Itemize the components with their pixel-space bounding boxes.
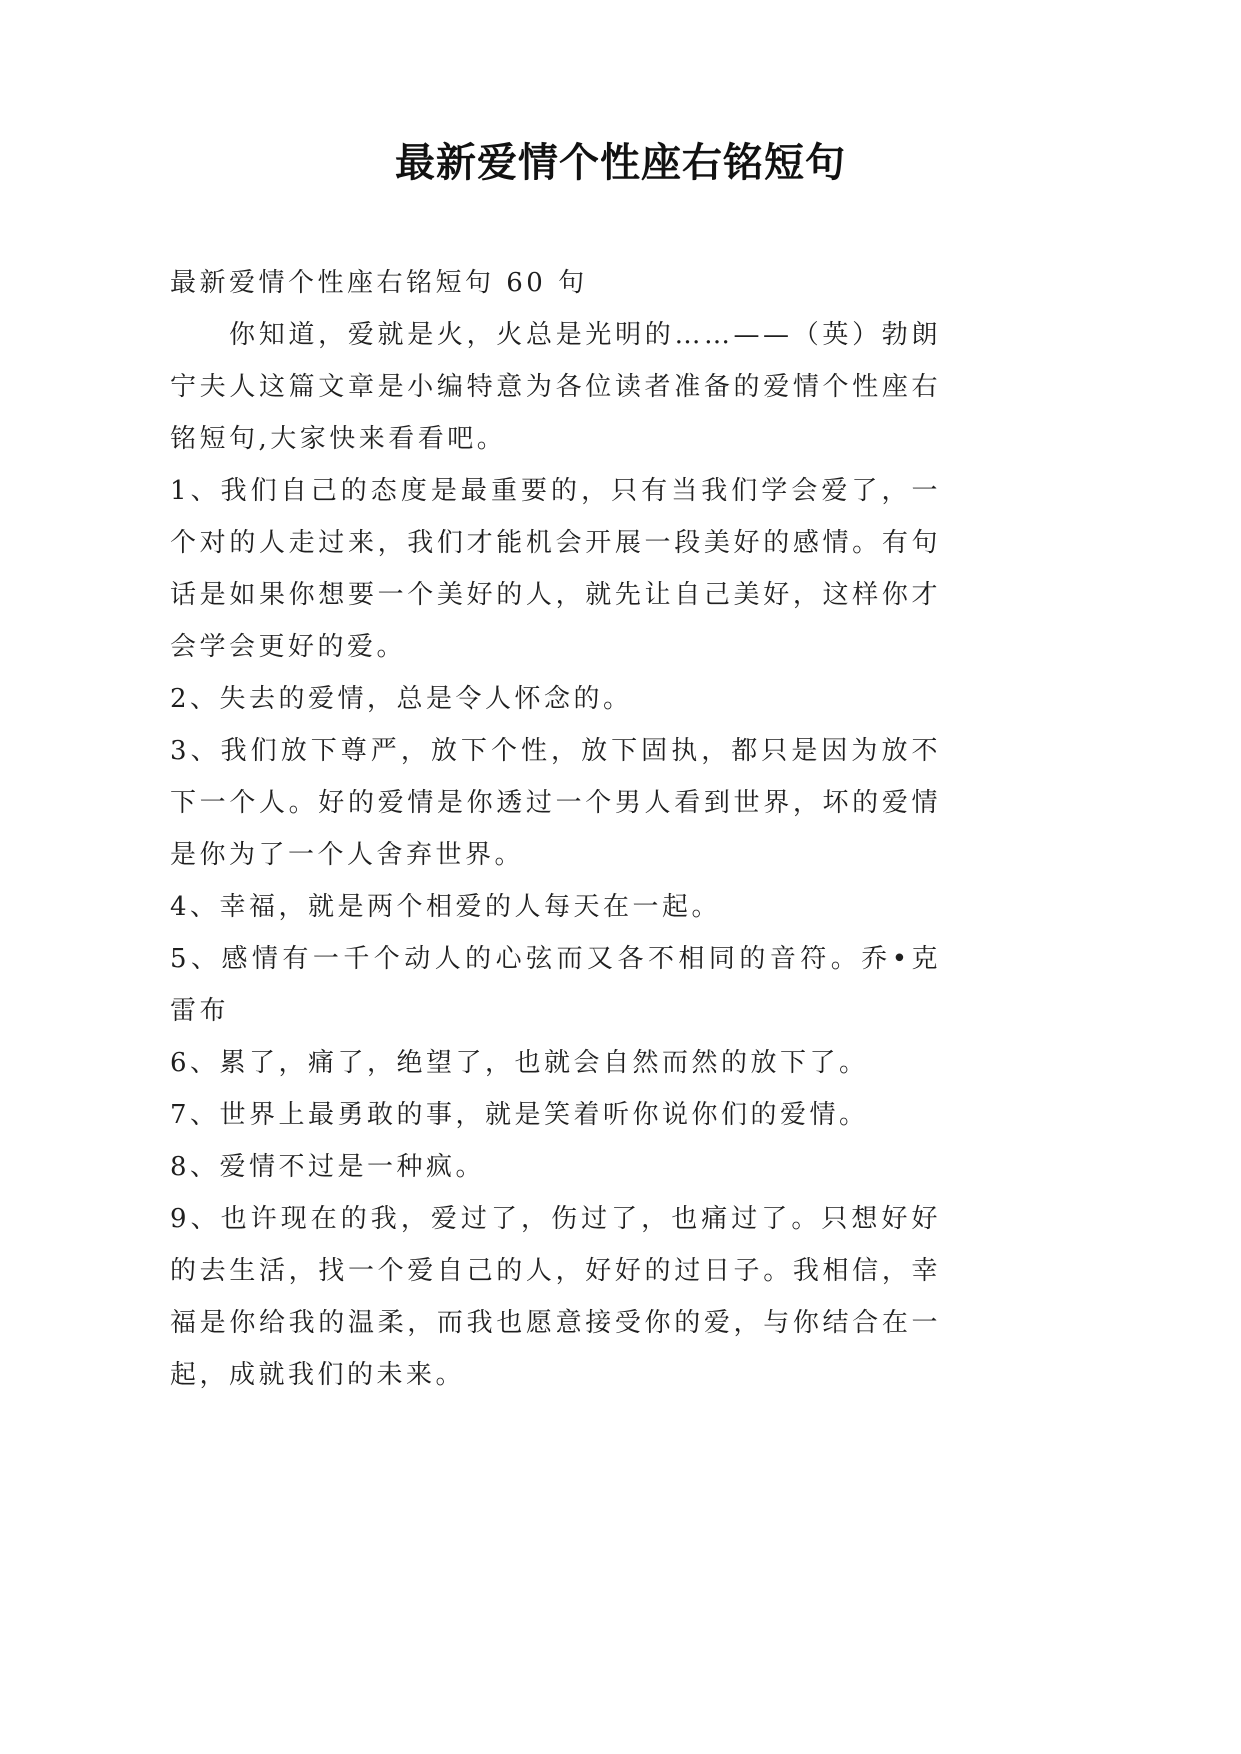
document-body [170, 257, 941, 1401]
list-item: 3、我们放下尊严，放下个性，放下固执，都只是因为放不下一个人。好的爱情是你透过一个男人看到世界，坏的爱情是你为了一个人舍弃世界。 [170, 736, 941, 870]
list-item: 5、感情有一千个动人的心弦而又各不相同的音符。乔•克雷布 [170, 944, 941, 1026]
list-item: 1、我们自己的态度是最重要的，只有当我们学会爱了，一个对的人走过来，我们才能机会开展一段美好的感情。有句话是如果你想要一个美好的人，就先让自己美好，这样你才会学会更好的爱。 [170, 476, 941, 662]
list-item: 9、也许现在的我，爱过了，伤过了，也痛过了。只想好好的去生活，找一个爱自己的人，好好的过日子。我相信，幸福是你给我的温柔，而我也愿意接受你的爱，与你结合在一起，成就我们的未来。 [170, 1204, 941, 1390]
list-item: 6、累了，痛了，绝望了，也就会自然而然的放下了。 [170, 1048, 869, 1078]
list-item: 4、幸福，就是两个相爱的人每天在一起。 [170, 892, 722, 922]
intro-paragraph: 你知道，爱就是火，火总是光明的……——（英）勃朗宁夫人这篇文章是小编特意为各位读者准备的爱情个性座右铭短句,大家快来看看吧。 [170, 320, 941, 454]
list-item: 8、爱情不过是一种疯。 [170, 1152, 486, 1182]
list-item: 7、世界上最勇敢的事，就是笑着听你说你们的爱情。 [170, 1100, 869, 1130]
document-subtitle: 最新爱情个性座右铭短句 60 句 [170, 268, 588, 298]
list-item: 2、失去的爱情，总是令人怀念的。 [170, 684, 633, 714]
document-title: 最新爱情个性座右铭短句 [395, 139, 846, 186]
